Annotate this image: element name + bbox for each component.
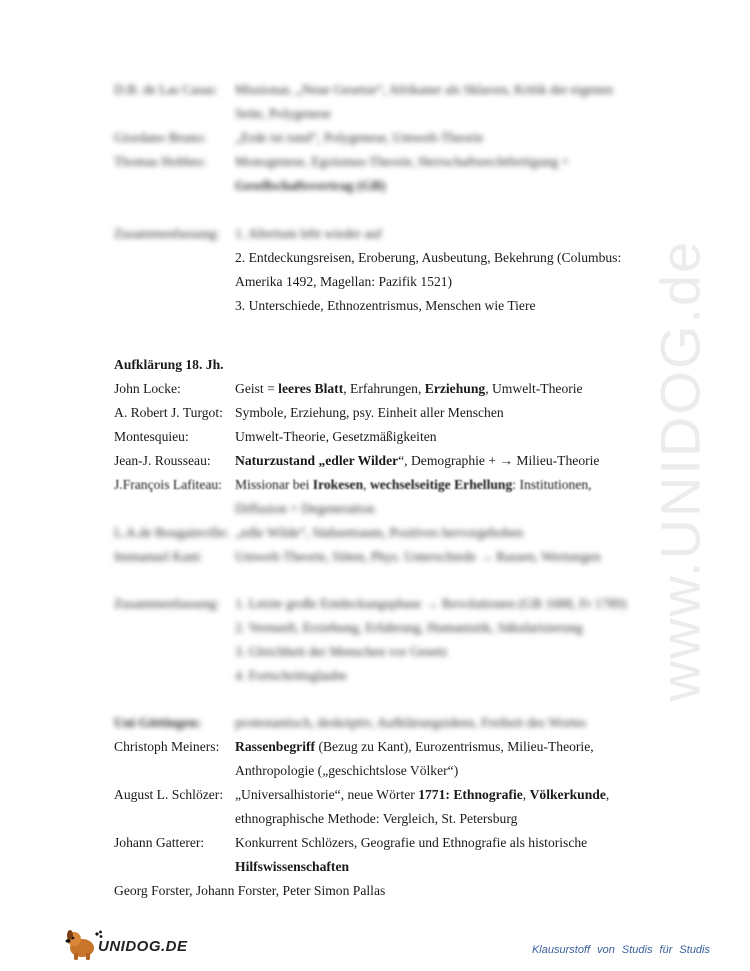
entry-term: L.A.de Bougainville: [114,525,230,540]
footer-tagline: Klausurstoff von Studis für Studis [531,944,710,956]
entry-desc: Monogenese, Egoismus-Theorie, Herrschaftsrechtfertigung + [235,154,570,169]
entry-desc: Symbole, Erziehung, psy. Einheit aller Menschen [235,405,504,420]
entry-term: Giordano Bruno: [114,130,207,145]
entry-term: D.B. de Las Casas: [114,82,218,97]
entry-desc: „edle Wilde“, Südseetraum, Positives hervorgehoben [235,525,524,540]
entry-term: A. Robert J. Turgot: [114,405,223,420]
entry-desc: Anthropologie („geschichtslose Völker“) [235,763,459,778]
summary-item: 4. Fortschrittsglaube [235,668,347,683]
entry-desc: Missionar bei Irokesen, wechselseitige Erhellung: Institutionen, [235,477,592,492]
logo-text: UNIDOG.DE [98,938,188,955]
summary-label: Zusammenfassung: [114,226,220,241]
entry-desc: Seite, Polygenese [235,106,331,121]
summary-item: 2. Entdeckungsreisen, Eroberung, Ausbeutung, Bekehrung (Columbus: [235,250,622,265]
entry-term: Jean-J. Rousseau: [114,453,211,468]
entry-term: Thomas Hobbes: [114,154,207,169]
summary-item: 3. Unterschiede, Ethnozentrismus, Menschen wie Tiere [235,298,536,313]
entry-desc: ethnographische Methode: Vergleich, St. Petersburg [235,811,518,826]
entry-term: Immanuel Kant: [114,549,203,564]
unidog-logo [64,926,204,962]
entry-desc: Hilfswissenschaften [235,859,350,874]
entry-term: Uni Göttingen: [114,715,202,730]
entry-term: Johann Gatterer: [114,835,205,850]
entry-desc: Gesellschaftsvertrag (GB) [235,178,386,193]
entry-desc: „Erde ist rund“, Polygenese, Umwelt-Theorie [235,130,484,145]
entry-term: Christoph Meiners: [114,739,220,754]
summary-item: 3. Gleichheit der Menschen vor Gesetz [235,644,448,659]
entry-term: J.François Lafiteau: [114,477,222,492]
watermark [640,239,720,701]
summary-item: Amerika 1492, Magellan: Pazifik 1521) [235,274,453,289]
summary-item: 1. Letzte große Entdeckungsphase → Revolutionen (GB 1688, Fr 1789) [235,596,627,611]
entry-desc: Naturzustand „edler Wilder“, Demographie + → Milieu-Theorie [235,453,600,468]
entry-desc: Georg Forster, Johann Forster, Peter Simon Pallas [114,883,386,898]
entry-desc: Umwelt-Theorie, Sitten, Phys. Unterschiede → Rassen, Wertungen [235,549,601,564]
section-heading: Aufklärung 18. Jh. [114,357,224,372]
summary-label: Zusammenfassung: [114,596,220,611]
entry-term: August L. Schlözer: [114,787,224,802]
entry-term: John Locke: [114,381,181,396]
entry-desc: „Universalhistorie“, neue Wörter 1771: Ethnografie, Völkerkunde, [235,787,610,802]
watermark-text: www.UNIDOG.de [648,239,712,701]
entry-desc: Missionar, „Neue Gesetze“, Afrikaner als Sklaven, Kritik der eigenen [235,82,614,97]
summary-item: 2. Vernunft, Erziehung, Erfahrung, Humanistik, Säkularisierung [235,620,583,635]
entry-desc: Konkurrent Schlözers, Geografie und Ethnografie als historische [235,835,588,850]
entry-desc: Diffusion + Degeneration [235,501,375,516]
entry-desc: Umwelt-Theorie, Gesetzmäßigkeiten [235,429,437,444]
entry-term: Montesquieu: [114,429,189,444]
entry-desc: Geist = leeres Blatt, Erfahrungen, Erziehung, Umwelt-Theorie [235,381,583,396]
entry-desc: Rassenbegriff (Bezug zu Kant), Eurozentrismus, Milieu-Theorie, [235,739,594,754]
summary-item: 1. Altertum lebt wieder auf [235,226,382,241]
entry-desc: protestantisch, deskriptiv, Aufklärungsideen, Freiheit des Wortes [235,715,587,730]
